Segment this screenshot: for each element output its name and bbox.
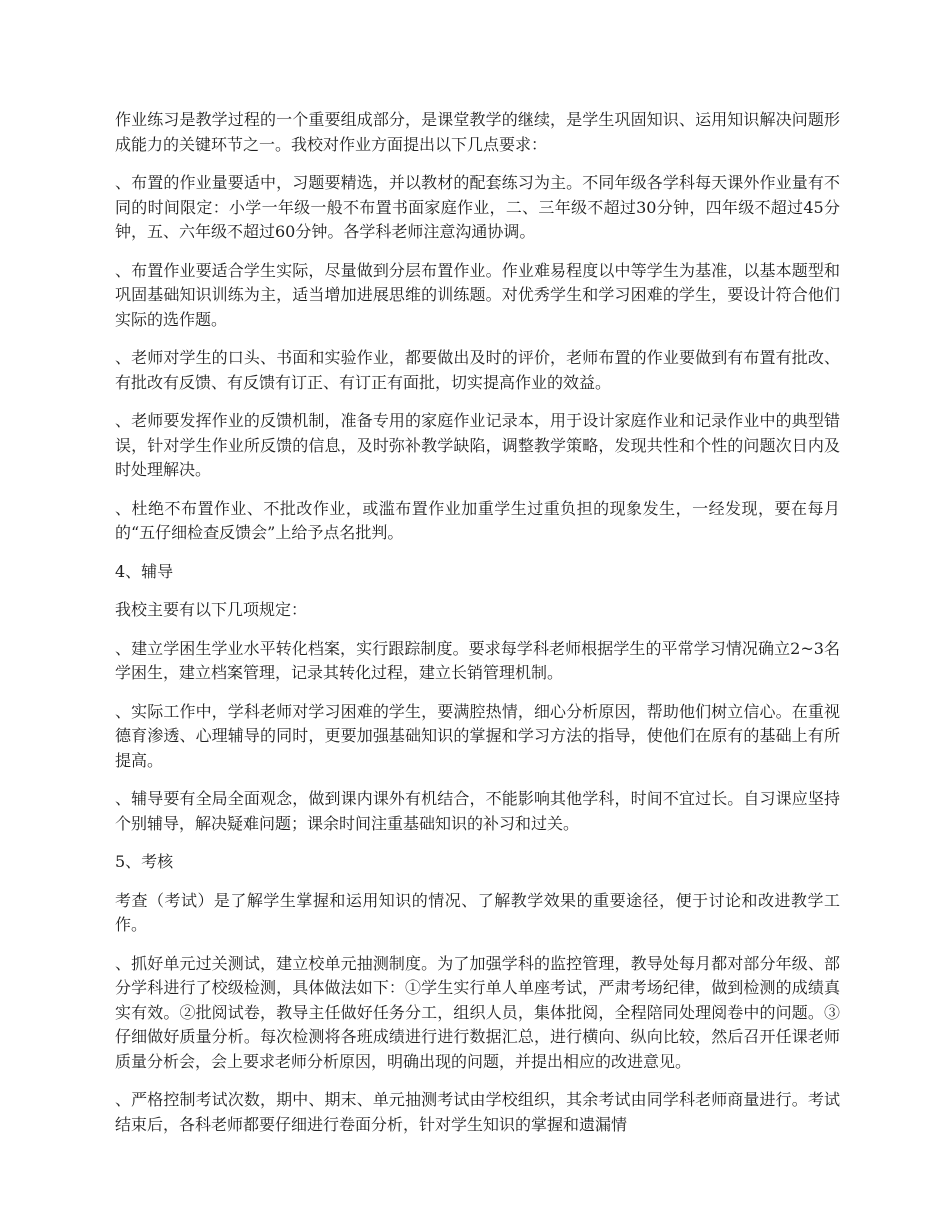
tutoring-rule-care: 、实际工作中，学科老师对学习困难的学生，要满腔热情，细心分析原因，帮助他们树立信心。在重视德育渗透、心理辅导的同时，更要加强基础知识的掌握和学习方法的指导，使他们在原有的基础上有所提高。 — [115, 701, 840, 770]
tutoring-rule-archive: 、建立学困生学业水平转化档案，实行跟踪制度。要求每学科老师根据学生的平常学习情况确立2~3名学困生，建立档案管理，记录其转化过程，建立长销管理机制。 — [115, 638, 840, 682]
homework-rule-amount: 、布置的作业量要适中，习题要精选，并以教材的配套练习为主。不同年级各学科每天课外作业量有不同的时间限定：小学一年级一般不布置书面家庭作业，二、三年级不超过30分钟，四年级不超过45分钟，五、六年级不超过60分钟。各学科老师注意沟通协调。 — [115, 173, 840, 241]
document-page — [115, 108, 840, 1151]
assessment-rule-exam-count: 、严格控制考试次数，期中、期末、单元抽测考试由学校组织，其余考试由同学科老师商量进行。考试结束后，各科老师都要仔细进行卷面分析，针对学生知识的掌握和遗漏情 — [115, 1090, 840, 1134]
assessment-intro: 考查（考试）是了解学生掌握和运用知识的情况、了解教学效果的重要途径，便于讨论和改进教学工作。 — [115, 890, 840, 934]
tutoring-intro: 我校主要有以下几项规定： — [115, 600, 308, 619]
tutoring-rule-overall: 、辅导要有全局全面观念，做到课内课外有机结合，不能影响其他学科，时间不宜过长。自习课应坚持个别辅导，解决疑难问题；课余时间注重基础知识的补习和过关。 — [115, 789, 840, 833]
intro-paragraph: 作业练习是教学过程的一个重要组成部分，是课堂教学的继续，是学生巩固知识、运用知识解决问题形成能力的关键环节之一。我校对作业方面提出以下几点要求： — [115, 110, 840, 154]
section-heading-tutoring: 4、辅导 — [115, 561, 174, 581]
homework-rule-tiered: 、布置作业要适合学生实际，尽量做到分层布置作业。作业难易程度以中等学生为基准，以基本题型和巩固基础知识训练为主，适当增加进展思维的训练题。对优秀学生和学习困难的学生，要设计符合他们实际的选作题。 — [115, 260, 840, 329]
assessment-rule-unit-test: 、抓好单元过关测试，建立校单元抽测制度。为了加强学科的监控管理，教导处每月都对部分年级、部分学科进行了校级检测，具体做法如下：①学生实行单人单座考试，严肃考场纪律，做到检测的成绩真实有效。②批阅试卷，教导主任做好任务分工，组织人员，集体批阅，全程陪同处理阅卷中的问题。③仔细做好质量分析。每次检测将各班成绩进行进行数据汇总，进行横向、纵向比较，然后召开任课老师质量分析会，会上要求老师分析原因，明确出现的问题，并提出相应的改进意见。 — [115, 953, 840, 1071]
section-heading-assessment: 5、考核 — [115, 852, 174, 871]
homework-rule-evaluation: 、老师对学生的口头、书面和实验作业，都要做出及时的评价，老师布置的作业要做到有布置有批改、有批改有反馈、有反馈有订正、有订正有面批，切实提高作业的效益。 — [115, 348, 840, 392]
homework-rule-feedback: 、老师要发挥作业的反馈机制，准备专用的家庭作业记录本，用于设计家庭作业和记录作业中的典型错误，针对学生作业所反馈的信息，及时弥补教学缺陷，调整教学策略，发现共性和个性的问题次日内及时处理解决。 — [115, 411, 840, 479]
homework-rule-prohibition: 、杜绝不布置作业、不批改作业，或滥布置作业加重学生过重负担的现象发生，一经发现，要在每月的“五仔细检查反馈会”上给予点名批判。 — [115, 498, 840, 542]
